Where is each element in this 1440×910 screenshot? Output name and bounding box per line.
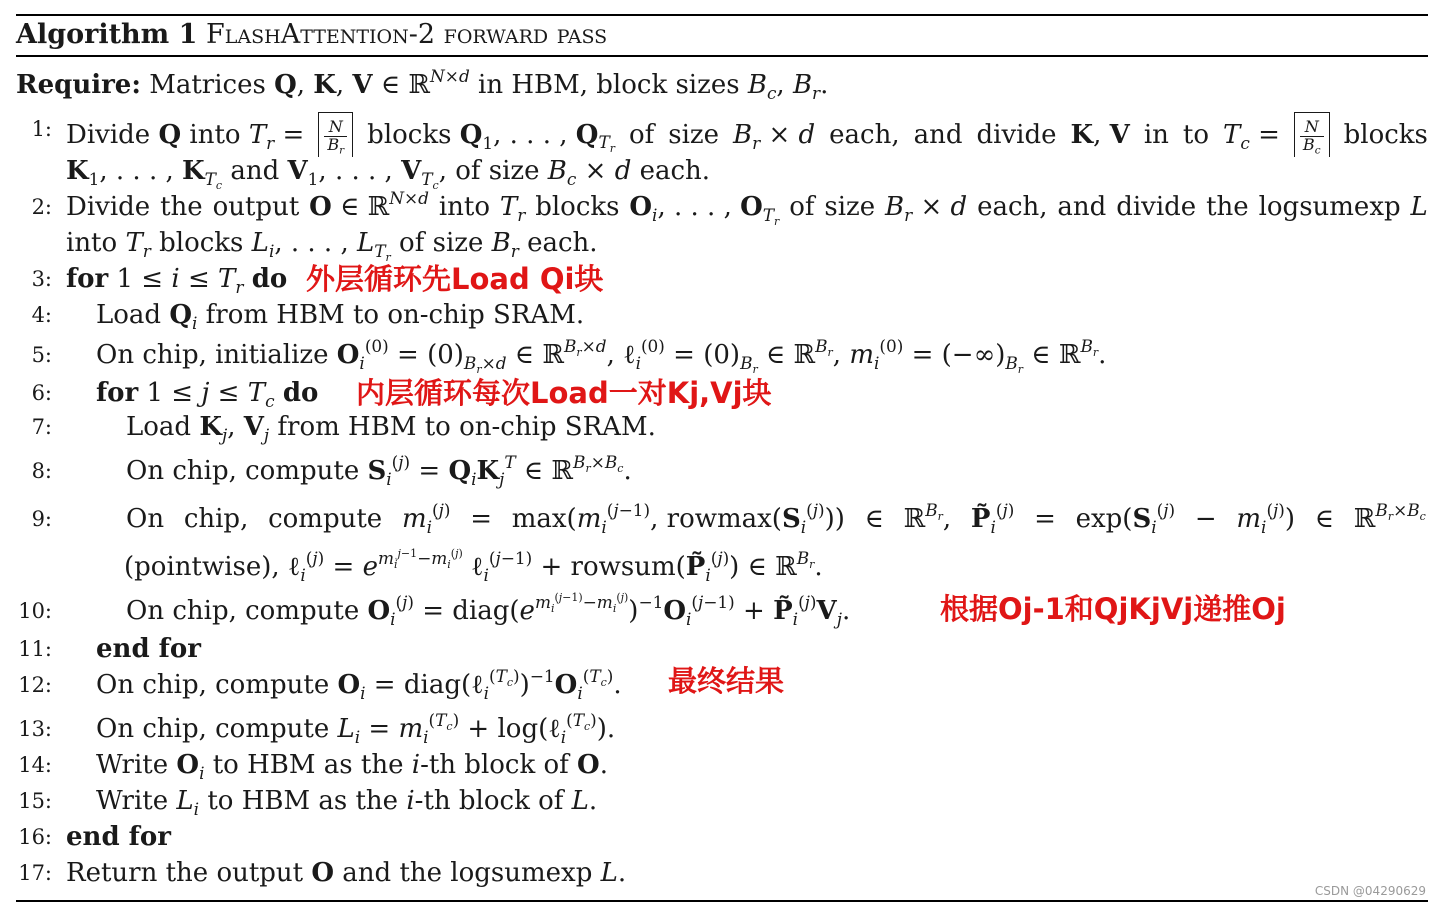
line-number: 11: (18, 637, 52, 661)
algorithm-title: FlashAttention-2 forward pass (206, 19, 608, 50)
line-number: 5: (31, 343, 52, 367)
watermark: CSDN @04290629 (1314, 884, 1426, 898)
require-keyword: Require: (16, 70, 141, 100)
algorithm-label: Algorithm 1 (16, 19, 198, 50)
annotation-recurrence: 根据Oj-1和QjKjVj递推Oj (940, 592, 1286, 626)
line-number: 7: (31, 415, 52, 439)
line-number: 12: (18, 673, 52, 697)
annotation-inner-loop: 内层循环每次Load一对Kj,Vj块 (356, 376, 772, 410)
line-number: 9: (31, 507, 52, 531)
line-number: 3: (31, 267, 52, 291)
line-number: 10: (18, 599, 52, 623)
line-number: 16: (18, 825, 52, 849)
line-number: 2: (31, 195, 52, 219)
line-number: 14: (18, 753, 52, 777)
line-number: 15: (18, 789, 52, 813)
bottom-rule (16, 900, 1428, 902)
caption-rule (16, 55, 1428, 57)
annotation-final: 最终结果 (668, 664, 785, 698)
line-number: 1: (31, 117, 52, 141)
line-number: 13: (18, 717, 52, 741)
line-number: 6: (31, 381, 52, 405)
top-rule (16, 14, 1428, 16)
annotation-outer-loop: 外层循环先Load Qi块 (306, 262, 604, 296)
line-number: 17: (18, 861, 52, 885)
line-number: 4: (31, 303, 52, 327)
line-number: 8: (31, 459, 52, 483)
